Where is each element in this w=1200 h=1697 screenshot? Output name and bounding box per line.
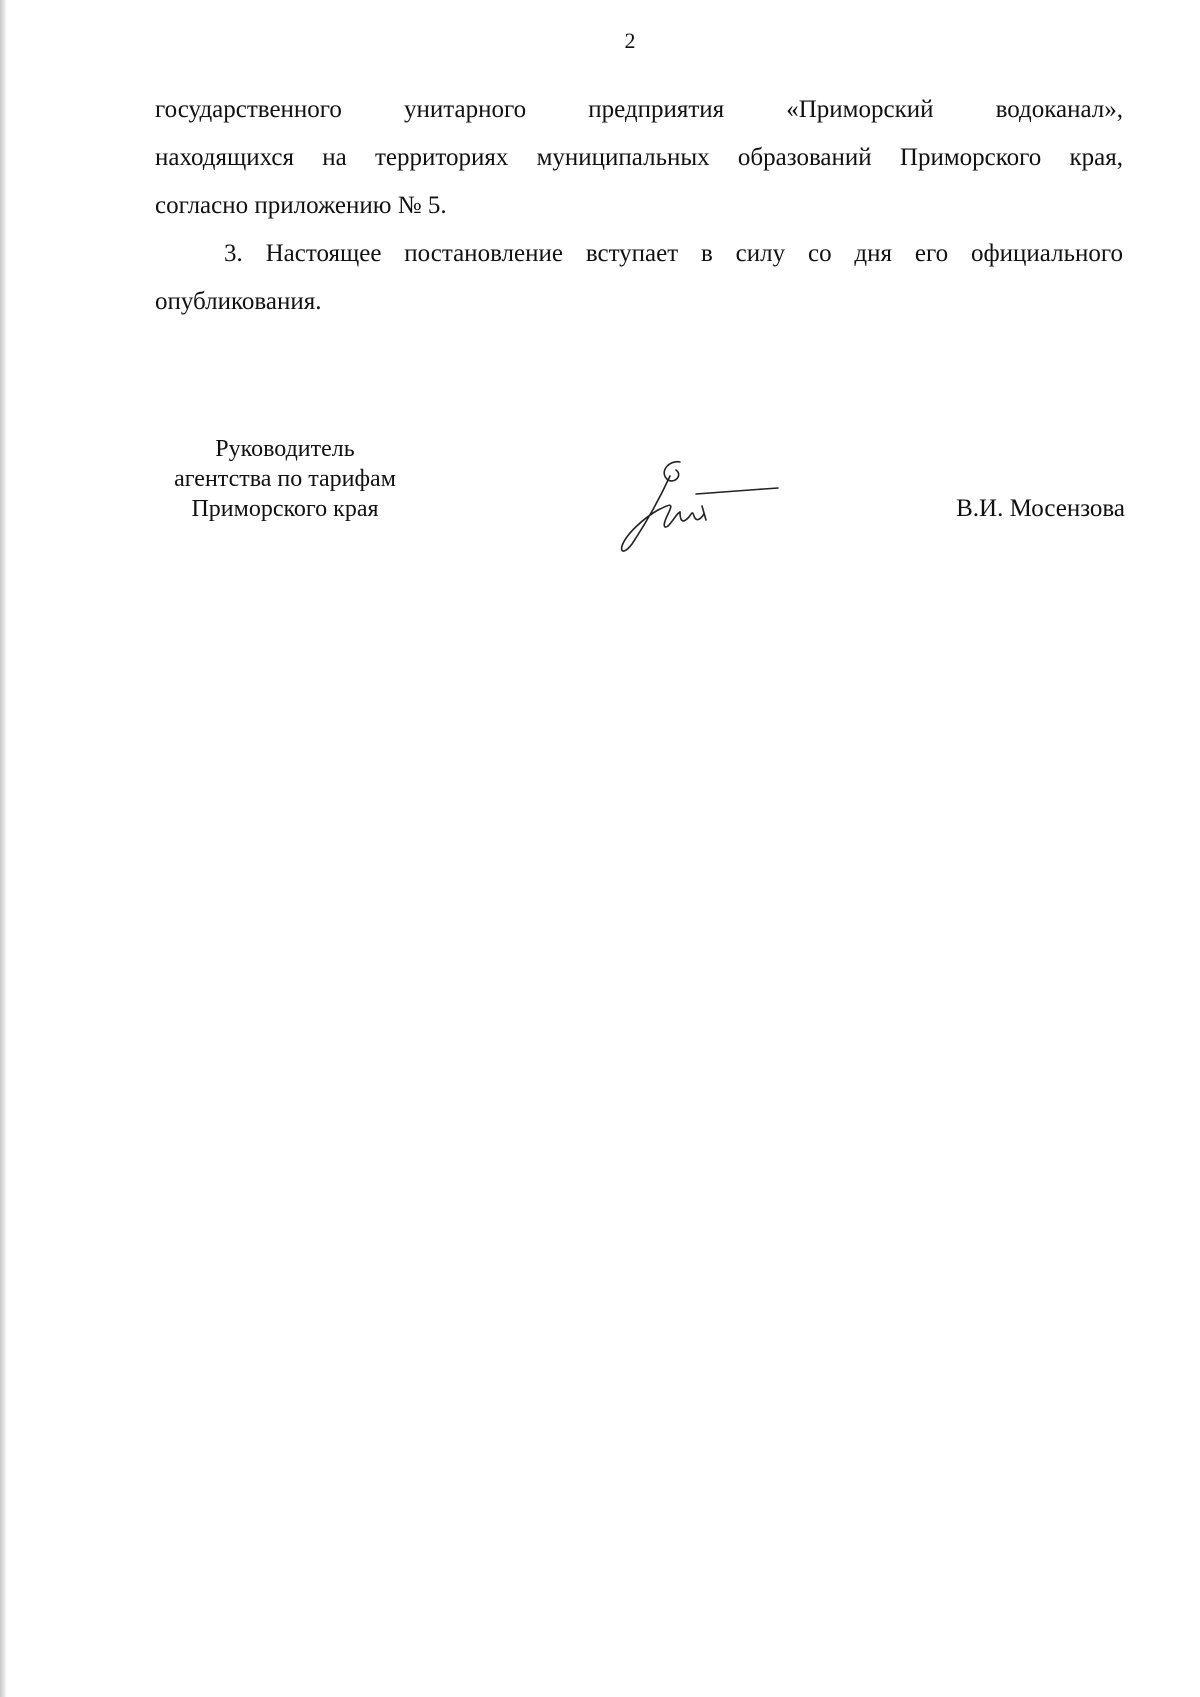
paragraph-clause-3 <box>155 230 1123 326</box>
signature-block <box>150 434 1125 554</box>
document-body <box>155 86 1123 326</box>
signatory-title-line: Руководитель <box>215 436 355 462</box>
signatory-title <box>150 434 420 524</box>
signatory-title-line: Приморского края <box>191 496 379 522</box>
signatory-title-line: агентства по тарифам <box>174 466 396 492</box>
page-number: 2 <box>624 28 636 53</box>
scan-shadow-edge <box>0 0 7 1697</box>
text-line: согласно приложению № 5. <box>155 192 447 219</box>
signatory-name: В.И. Мосензова <box>956 495 1125 522</box>
paragraph-continuation <box>155 86 1123 230</box>
handwritten-signature <box>610 454 780 564</box>
text-line: находящихся на территориях муниципальных образований Приморского края, <box>155 144 1123 171</box>
text-line: опубликования. <box>155 288 322 315</box>
text-line: государственного унитарного предприятия «Приморский водоканал», <box>155 96 1123 123</box>
text-line: 3. Настоящее постановление вступает в силу со дня его официального <box>224 240 1123 267</box>
